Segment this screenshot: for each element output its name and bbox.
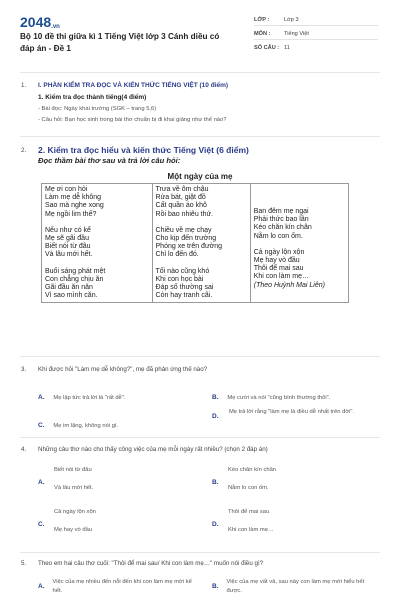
meta-divider bbox=[254, 25, 378, 26]
answer-option[interactable]: A. Việc của mẹ nhiều đến nỗi đến khi con làm mẹ mới kể hết. bbox=[38, 579, 192, 594]
meta-grade: LỚP : Lớp 3 bbox=[254, 17, 299, 23]
question-number: 4. bbox=[21, 446, 27, 453]
page-title: Bộ 10 đề thi giữa kì 1 Tiếng Việt lớp 3 Cánh diều có đáp án - Đề 1 bbox=[20, 32, 220, 53]
divider bbox=[20, 72, 380, 73]
poem-column: Mẹ ơi con hỏi Làm mẹ dễ không Sao mà nghe xong Mẹ ngồi lim thế? Nếu như có kể Mẹ sẽ gãi đầu Biết nói từ đâu Và lâu mới hết. Buổi sáng phát mệt Con chẳng chịu ăn Gãi đầu ăn năn Vì sao mình căn. bbox=[42, 184, 153, 303]
answer-option[interactable]: A. Biết nói từ đâu Và lâu mới hết. bbox=[38, 467, 94, 491]
reading-line: - Câu hỏi: Bạn học sinh trong bài thơ chuẩn bị đi khai giảng như thế nào? bbox=[38, 117, 227, 123]
answer-option[interactable]: B. Việc của mẹ vất vả, sau này con làm mẹ mới hiểu hết được. bbox=[212, 579, 365, 594]
answer-option[interactable]: A. Mẹ lập tức trả lời là "rất dễ". bbox=[38, 394, 126, 401]
reading-line: - Bài đọc: Ngày khai trường (SGK – trang 5,6) bbox=[38, 106, 157, 112]
question-text: Theo em hai câu thơ cuối: "Thôi để mai sau/ Khi con làm mẹ…" muốn nói điều gì? bbox=[38, 560, 264, 567]
answer-option[interactable]: D. Thôi để mai sau Khi con làm mẹ… bbox=[212, 509, 274, 533]
meta-subject: MÔN : Tiếng Việt bbox=[254, 31, 309, 37]
question-text: Khi được hỏi "Làm mẹ dễ không?", mẹ đã phản ứng thế nào? bbox=[38, 366, 208, 373]
section-subtitle: 1. Kiểm tra đọc thành tiếng(4 điểm) bbox=[38, 94, 147, 101]
meta-divider bbox=[254, 39, 378, 40]
poem-column: Ban đêm mẹ ngại Phải thức bao lần Kéo chăn kín chân Nằm lo con ốm. Cả ngày lộn xộn Mẹ hay vò đầu Thôi để mai sau Khi con làm mẹ… (Theo Huỳnh Mai Liên) bbox=[250, 184, 348, 303]
answer-option[interactable]: B. Mẹ cười và nói "cũng bình thường thôi". bbox=[212, 394, 331, 401]
divider bbox=[20, 356, 380, 357]
poem-table bbox=[41, 183, 349, 303]
question-number: 2. bbox=[21, 147, 27, 154]
question-number: 1. bbox=[21, 82, 27, 89]
section-title: I. PHẦN KIỂM TRA ĐỌC VÀ KIẾN THỨC TIẾNG VIỆT (10 điểm) bbox=[38, 82, 229, 89]
divider bbox=[20, 136, 380, 137]
section-title: 2. Kiểm tra đọc hiểu và kiến thức Tiếng Việt (6 điểm) bbox=[38, 145, 249, 155]
poem-title: Một ngày của mẹ bbox=[167, 172, 233, 181]
site-logo[interactable]: 2048.vn bbox=[20, 14, 60, 30]
poem-column: Trưa về ôm chậu Rửa bát, giặt đồ Cất quần áo khô Rồi bao nhiêu thứ. Chiều về mẹ chạy Cho kịp đến trường Phóng xe trên đường Chỉ lo đến đó. Tối nào cũng khó Khi con học bài Đáp số thường sai Còn hay tranh cãi. bbox=[152, 184, 250, 303]
answer-option[interactable]: B. Kéo chăn kín chân Nằm lo con ốm. bbox=[212, 467, 277, 491]
question-number: 5. bbox=[21, 560, 27, 567]
divider bbox=[20, 437, 380, 438]
section-subtitle: Đọc thầm bài thơ sau và trả lời câu hỏi: bbox=[38, 156, 181, 165]
question-number: 3. bbox=[21, 366, 27, 373]
answer-option[interactable]: D. Mẹ trả lời rằng "làm mẹ là điều dễ nhất trên đời". bbox=[212, 409, 355, 420]
divider bbox=[20, 552, 380, 553]
answer-option[interactable]: C. Mẹ im lặng, không nói gì. bbox=[38, 422, 119, 429]
answer-option[interactable]: C. Cả ngày lộn xộn Mẹ hay vò đầu bbox=[38, 509, 96, 533]
question-text: Những câu thơ nào cho thấy công việc của mẹ mỗi ngày rất nhiều? (chọn 2 đáp án) bbox=[38, 446, 268, 453]
meta-question-count: SỐ CÂU : 11 bbox=[254, 45, 290, 51]
poem-author: (Theo Huỳnh Mai Liên) bbox=[253, 281, 325, 289]
